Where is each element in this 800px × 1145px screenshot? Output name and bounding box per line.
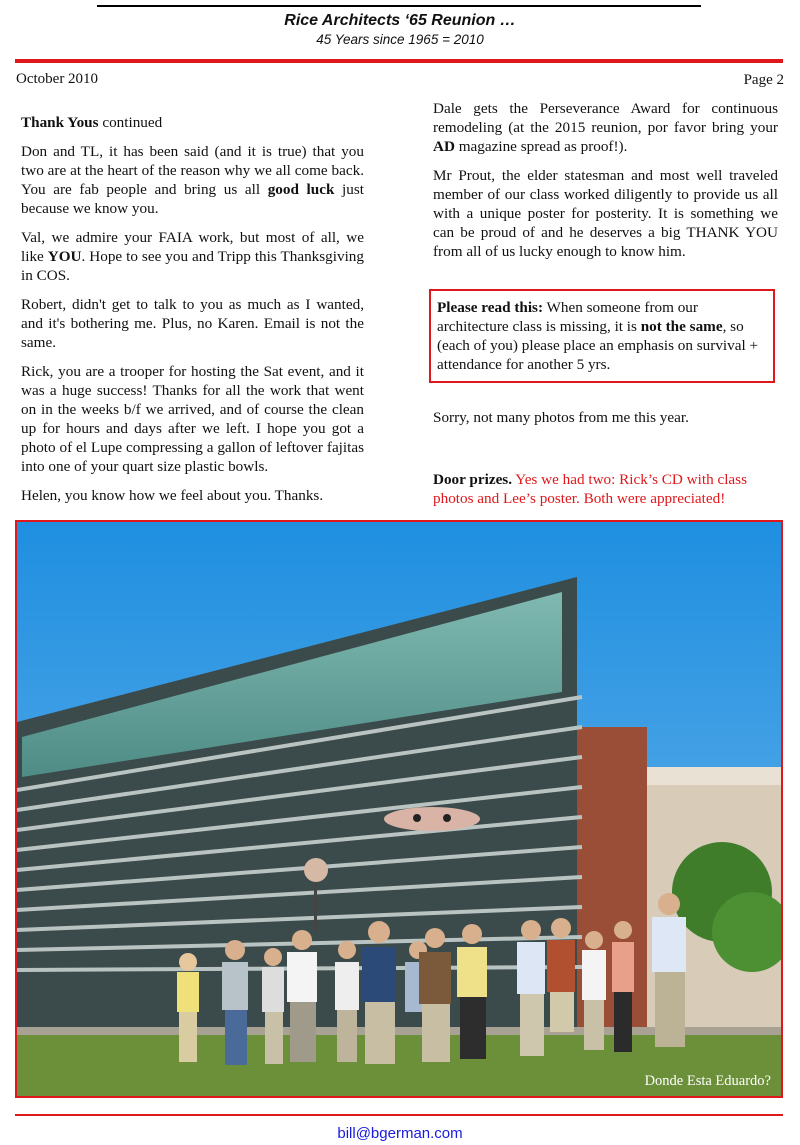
text: just because we know you.	[21, 181, 364, 217]
left-column	[21, 113, 364, 515]
header-red-rule	[15, 59, 783, 63]
prizes-red-text: Yes we had two: Rick’s CD with class photos and Lee’s poster. Both were appreciated!	[433, 471, 747, 507]
thank-yous-heading	[21, 113, 364, 132]
eye-left	[413, 814, 421, 822]
prizes-bold: Door prizes.	[433, 471, 513, 488]
eyes-graphic	[384, 807, 480, 831]
paragraph-helen: Helen, you know how we feel about you. Thanks.	[21, 487, 324, 504]
footer-red-rule	[15, 1114, 783, 1116]
text: When someone from our architecture class is missing, it is	[437, 299, 698, 335]
newsletter-title: Rice Architects ‘65 Reunion …	[284, 12, 516, 29]
heading-bold: Thank Yous	[21, 114, 99, 131]
paragraph-dale	[433, 99, 778, 156]
text-bold: good luck	[267, 181, 335, 198]
group-photo-illustration	[17, 522, 781, 1096]
group-photo	[15, 520, 783, 1098]
header-top-rule	[97, 5, 701, 7]
issue-date: October 2010	[16, 71, 99, 87]
newsletter-subtitle: 45 Years since 1965 = 2010	[316, 32, 484, 47]
door-prizes	[433, 470, 778, 508]
please-read-notice	[429, 289, 775, 383]
sorry-note: Sorry, not many photos from me this year.	[433, 409, 689, 426]
heading-rest: continued	[98, 114, 163, 131]
paragraph-don-tl	[21, 142, 364, 218]
text-bold: AD	[433, 138, 455, 155]
paragraph-rick: Rick, you are a trooper for hosting the Sat event, and it was a huge success! Thanks for all the work that went on in the weeks b/f we arrived, and of course the clean up for hours and days after we left. I hope you got a photo of el Lupe compressing a gallon of leftover fajitas into one of your quart size plastic bowls.	[21, 363, 364, 475]
photo-caption: Donde Esta Eduardo?	[644, 1073, 771, 1089]
eye-right	[443, 814, 451, 822]
paragraph-prout: Mr Prout, the elder statesman and most well traveled member of our class worked diligently to provide us all with a unique poster for posterity. It is something we can be proud of and he deserves a big THANK YOU from all of us lucky enough to know him.	[433, 167, 778, 260]
email-link[interactable]: bill@bgerman.com	[337, 1125, 463, 1142]
paragraph-robert: Robert, didn't get to talk to you as much as I wanted, and it's bothering me. Plus, no Karen. Email is not the same.	[21, 296, 364, 351]
text-bold: YOU	[47, 248, 82, 265]
text: magazine spread as proof!).	[454, 138, 628, 155]
text: , so (each of you) please place an emphasis on survival + attendance for another 5 yrs.	[437, 318, 759, 373]
floating-head	[304, 858, 328, 882]
notice-bold: Please read this:	[437, 299, 544, 316]
page-number: Page 2	[743, 72, 784, 88]
text: Don and TL, it has been said (and it is true) that you two are at the heart of the reason why we all come back. You are fab people and bring us all	[21, 143, 364, 198]
paragraph-val	[21, 228, 364, 285]
text-bold: not the same	[640, 318, 723, 335]
text: Dale gets the Perseverance Award for continuous remodeling (at the 2015 reunion, por favor bring your	[433, 100, 778, 136]
text: Val, we admire your FAIA work, but most of all, we like	[21, 229, 364, 265]
right-column	[433, 99, 778, 271]
side-building-roof	[627, 767, 781, 785]
text: . Hope to see you and Tripp this Thanksgiving in COS.	[21, 248, 364, 284]
